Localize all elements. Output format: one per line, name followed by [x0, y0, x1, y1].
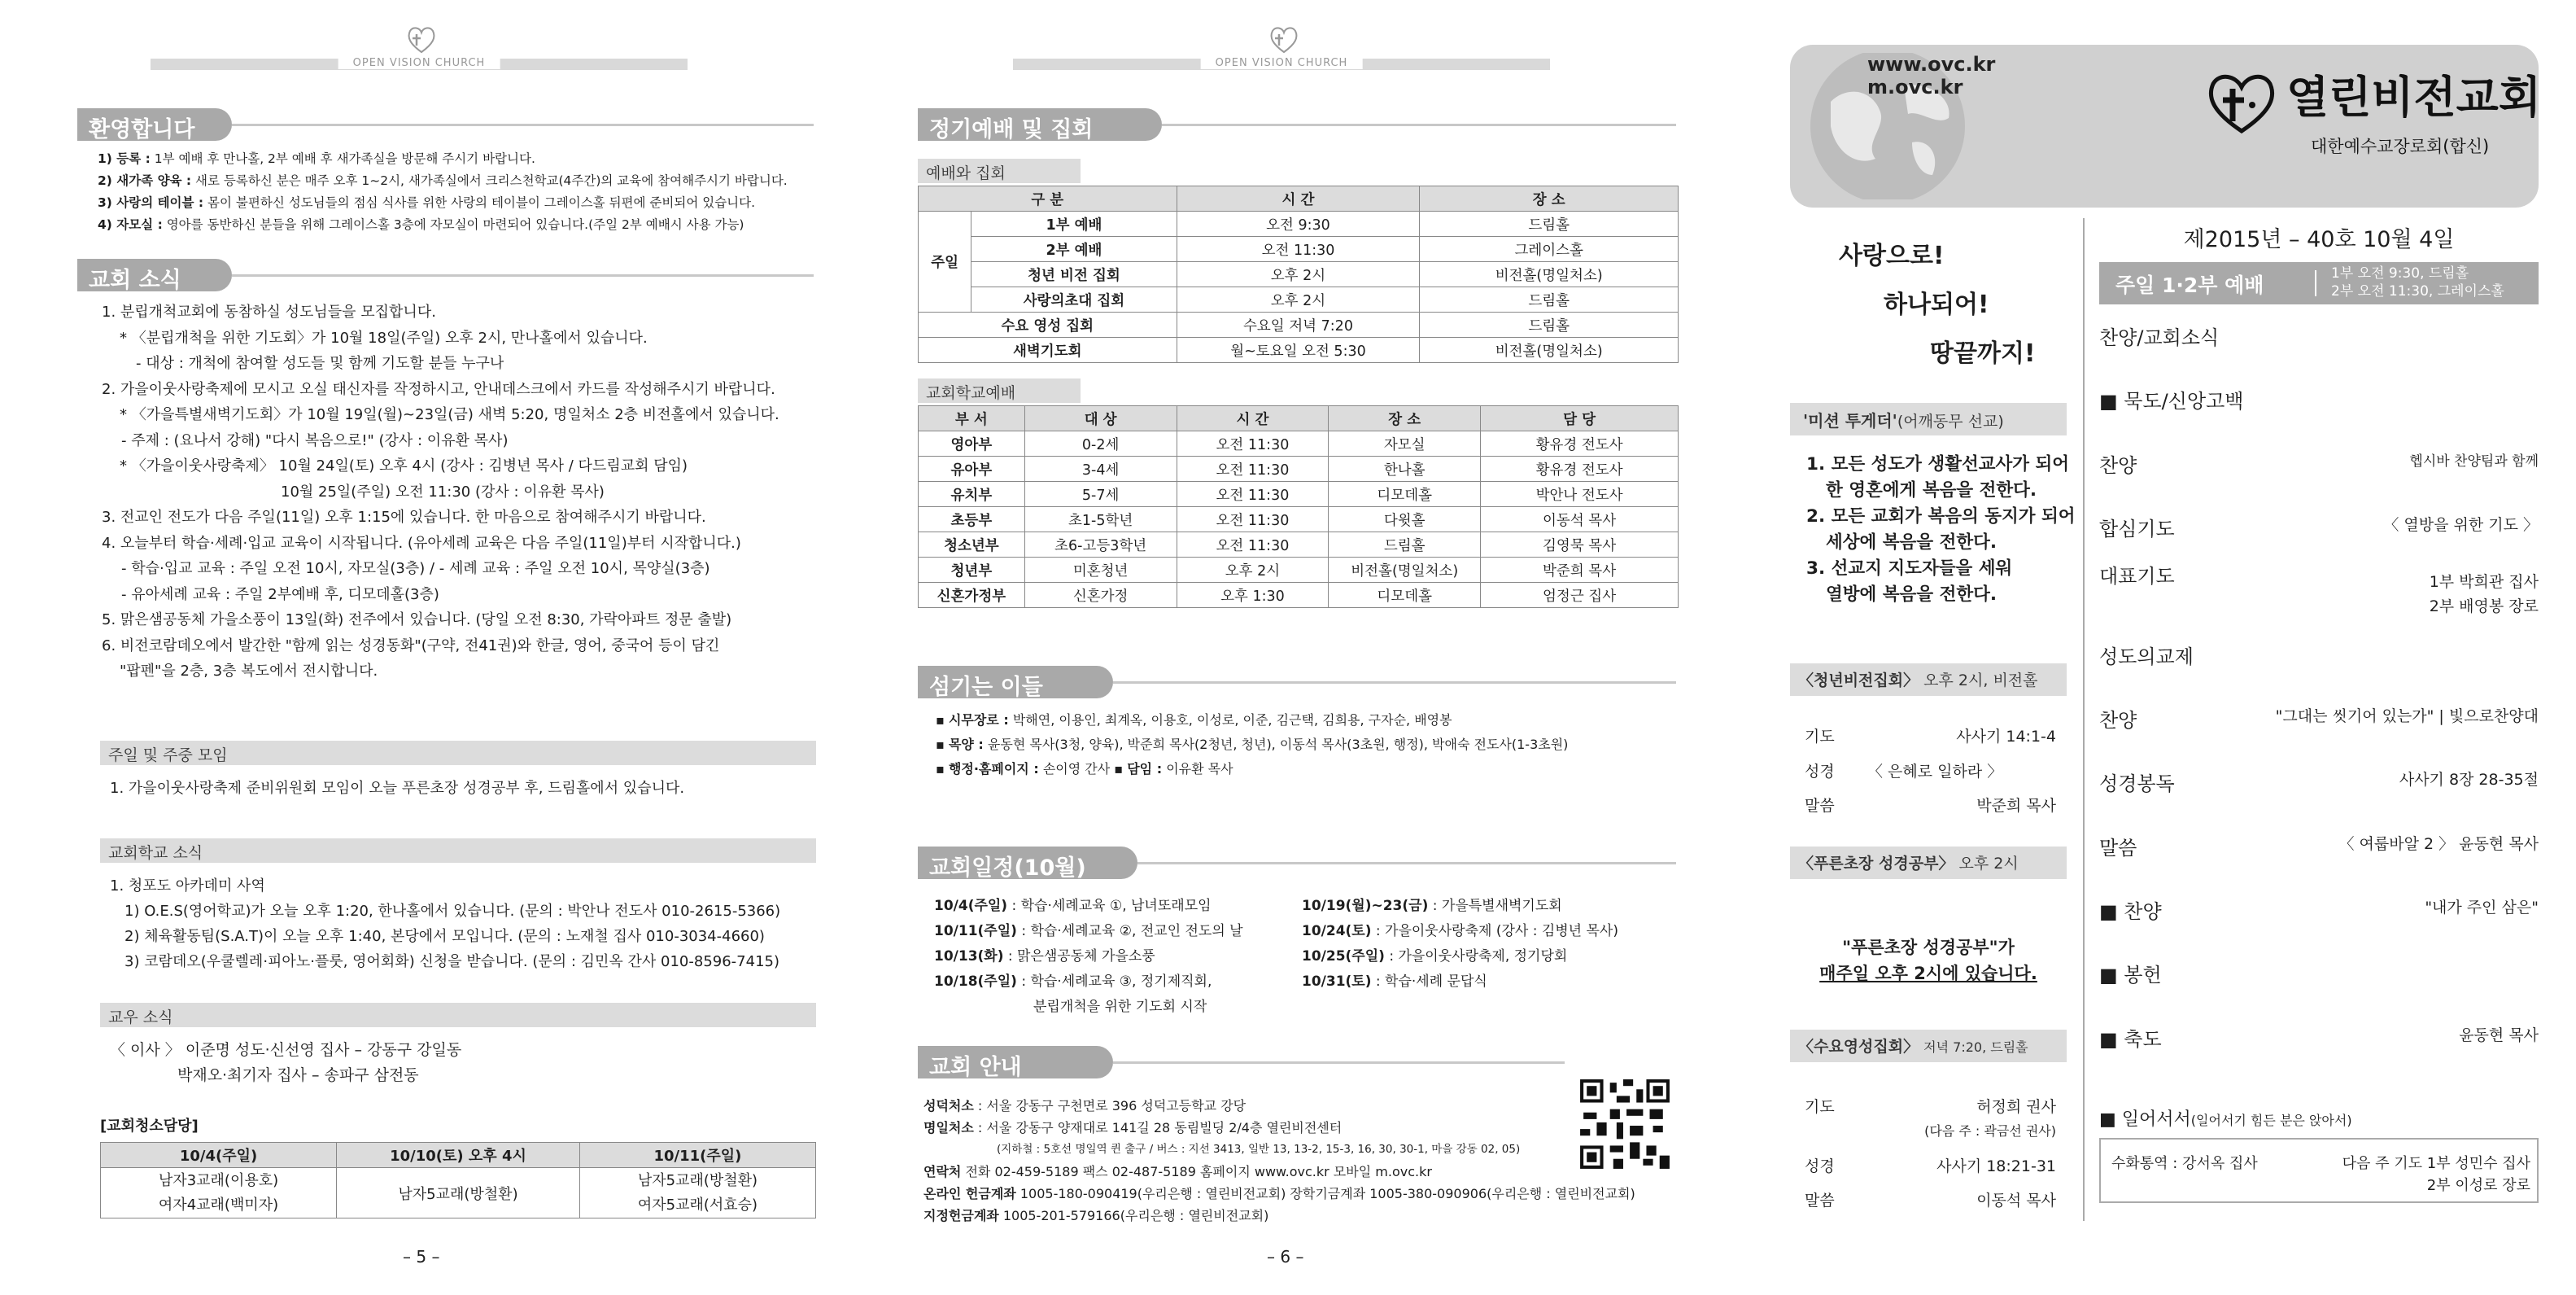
worship-row — [919, 237, 1679, 262]
welcome-item-key: 4) 자모실 : — [98, 217, 163, 232]
worship-cell: 오전 11:30 — [1177, 237, 1420, 262]
calendar-event: : 학습·세례교육 ③, 정기제직회, — [1016, 973, 1212, 990]
worship-title: 정기예배 및 집회 — [918, 108, 1162, 141]
school-cell: 초등부 — [919, 507, 1025, 532]
calendar-item-value: : 학습·세례 문답식 — [1371, 973, 1487, 990]
mission-tag-sub: (어깨동무 선교) — [1897, 413, 2004, 431]
calendar-event: : 학습·세례교육 ①, 남녀또래모임 — [1007, 898, 1212, 914]
welcome-item-value: 몸이 불편하신 성도님들의 점심 식사를 위한 사랑의 테이블이 그레이스홀 뒤편에 준비되어 있습니다. — [203, 195, 756, 210]
worship-cell: 드림홀 — [1420, 287, 1679, 313]
calendar-item-value: : 가을이웃사랑축제 (강사 : 김병년 목사) — [1371, 923, 1618, 939]
slogan-2: 하나되어! — [1884, 291, 1989, 319]
serve-key: 담임 : — [1127, 761, 1163, 777]
school-cell: 오전 11:30 — [1177, 457, 1329, 482]
calendar-event: : 학습·세례교육 ②, 전교인 전도의 날 — [1016, 923, 1243, 939]
school-cell: 유치부 — [919, 482, 1025, 507]
wed-tag-text: 〈수요영성집회〉 — [1798, 1038, 1919, 1056]
sunday-time-2: 2부 오전 11:30, 그레이스홀 — [2331, 283, 2504, 300]
clean-text: 남자3교래(이용호) — [158, 1171, 279, 1189]
order-value: 윤동현 목사 — [2459, 1026, 2539, 1044]
column-divider — [2083, 218, 2085, 1221]
school-cell: 미혼청년 — [1024, 558, 1177, 583]
school-row — [919, 507, 1679, 532]
school-head: 담 당 — [1481, 406, 1679, 431]
info-key: 지정헌금계좌 — [923, 1208, 999, 1223]
calendar-item-key: 10/19(월)~23(금) — [1302, 898, 1429, 914]
info-item — [923, 1117, 1635, 1139]
wed-value: 사사기 18:21-31 — [1936, 1157, 2056, 1175]
calendar-date: 10/11(주일) — [934, 923, 1017, 939]
news-item: 10월 25일(주일) 오전 11:30 (강사 : 이유환 목사) — [281, 483, 605, 501]
school-cell: 오후 1:30 — [1177, 583, 1329, 608]
school-cell: 자모실 — [1329, 431, 1481, 457]
school-cell: 디모데홀 — [1329, 583, 1481, 608]
order-label: ■ 묵도/신앙고백 — [2099, 390, 2244, 413]
school-cell: 청년부 — [919, 558, 1025, 583]
order-value: 〈 열방을 위한 기도 〉 — [2383, 516, 2539, 534]
news-item: 2. 가을이웃사랑축제에 모시고 오실 태신자를 작정하시고, 안내데스크에서 카드를 작성해주시기 바랍니다. — [102, 380, 775, 398]
school-row — [919, 431, 1679, 457]
calendar-item — [934, 995, 1243, 1020]
info-value: (지하철 : 5호선 명일역 퀸 출구 / 버스 : 지선 3413, 일반 13, 13-2, 15-3, 16, 30, 30-1, 마을 강동 02, 05) — [997, 1143, 1521, 1156]
cover-header — [1790, 45, 2539, 208]
worship-cell: 비전홀(명일처소) — [1420, 262, 1679, 287]
mission-item: 2. 모든 교회가 복음의 동지가 되어 — [1806, 506, 2076, 527]
welcome-item-value: 새로 등록하신 분은 매주 오후 1~2시, 새가족실에서 크리스천학교(4주간)의 교육에 참여해주시기 바랍니다. — [191, 173, 788, 188]
school-cell: 김영묵 목사 — [1481, 532, 1679, 558]
welcome-item — [98, 214, 788, 236]
news-item: - 대상 : 개척에 참여할 성도들 및 함께 기도할 분들 누구나 — [136, 355, 504, 372]
divider — [232, 274, 814, 277]
worship-row — [919, 287, 1679, 313]
church-logo-icon — [405, 23, 438, 55]
worship-row — [919, 313, 1679, 338]
clean-head-cell: 10/11(주일) — [579, 1143, 815, 1168]
serve-item — [936, 757, 1568, 781]
wed-label: 말씀 — [1805, 1192, 1835, 1210]
calendar-item-value: : 가을이웃사랑축제, 정기당회 — [1384, 948, 1568, 965]
calendar-item — [934, 919, 1243, 944]
member-line-2: 박재오·최기자 집사 – 송파구 삼전동 — [177, 1066, 419, 1084]
mission-item: 한 영혼에게 복음을 전한다. — [1826, 480, 2037, 501]
page-number: – 6 – — [1267, 1247, 1304, 1267]
serve-title: 섬기는 이들 — [918, 666, 1113, 698]
header-bar — [151, 59, 688, 70]
school-cell: 초6-고등3학년 — [1024, 532, 1177, 558]
worship-head: 장 소 — [1420, 186, 1679, 212]
divider — [1137, 862, 1676, 864]
order-value: "내가 주인 삼은" — [2425, 899, 2539, 917]
order-label: 찬양/교회소식 — [2099, 326, 2220, 349]
school-row — [919, 532, 1679, 558]
school-cell: 유아부 — [919, 457, 1025, 482]
serve-value: 손이영 간사 — [1038, 761, 1111, 777]
order-label: 찬양 — [2099, 454, 2137, 477]
school-cell: 영아부 — [919, 431, 1025, 457]
clean-title: [교회청소담당] — [100, 1118, 199, 1135]
worship-group: 주일 — [919, 212, 971, 313]
school-cell: 오전 11:30 — [1177, 507, 1329, 532]
news-item: - 유아세례 교육 : 주일 2부예배 후, 디모데홀(3층) — [121, 585, 439, 603]
school-item: 1) O.E.S(영어학교)가 오늘 오후 1:20, 한나홀에서 있습니다. (문의 : 박안나 전도사 010-2615-5366) — [124, 903, 781, 920]
school-cell: 황유경 전도사 — [1481, 431, 1679, 457]
tag-separator — [2315, 270, 2316, 296]
wed-value: 허정희 권사 — [1976, 1098, 2056, 1116]
serve-item — [936, 708, 1568, 733]
youth-time: 오후 2시, 비전홀 — [1923, 672, 2038, 689]
clean-table — [100, 1142, 816, 1218]
calendar-date: 10/18(주일) — [934, 973, 1017, 990]
divider — [1162, 124, 1676, 126]
info-item — [923, 1095, 1635, 1117]
info-list — [923, 1095, 1635, 1227]
school-head: 시 간 — [1177, 406, 1329, 431]
school-cell: 박준희 목사 — [1481, 558, 1679, 583]
wed-tag — [1790, 1030, 2067, 1062]
calendar-item — [934, 894, 1243, 919]
welcome-item-key: 1) 등록 : — [98, 151, 151, 166]
info-value: 1005-201-579166(우리은행 : 열린비전교회) — [998, 1208, 1269, 1223]
calendar-item-value: : 가을특별새벽기도회 — [1428, 898, 1562, 914]
info-title: 교회 안내 — [918, 1046, 1113, 1078]
news-item: 3. 전교인 전도가 다음 주일(11일) 오후 1:15에 있습니다. 한 마음으로 참여해주시기 바랍니다. — [102, 509, 706, 526]
order-label: ■ 축도 — [2099, 1028, 2162, 1051]
school-head: 장 소 — [1329, 406, 1481, 431]
info-item — [923, 1183, 1635, 1205]
bullet-icon: ▪ — [1114, 761, 1128, 777]
calendar-item — [934, 944, 1243, 969]
next-prayer-2: 2부 이성로 장로 — [2426, 1177, 2530, 1194]
clean-text: 여자5교래(서효승) — [637, 1196, 758, 1214]
school-item: 2) 체육활동팀(S.A.T)이 오늘 오후 1:40, 본당에서 모입니다. (문의 : 노재철 집사 010-3034-4660) — [124, 928, 765, 945]
interpreter: 수화통역 : 강서옥 집사 — [2111, 1155, 2258, 1172]
serve-value: 이유환 목사 — [1162, 761, 1233, 777]
order-label: ■ 봉헌 — [2099, 964, 2162, 987]
school-cell: 초1-5학년 — [1024, 507, 1177, 532]
divider — [1113, 681, 1676, 684]
school-row — [919, 457, 1679, 482]
worship-cell: 드림홀 — [1420, 212, 1679, 237]
calendar-item-key: 10/31(토) — [1302, 973, 1372, 990]
info-item — [923, 1205, 1635, 1227]
worship-cell: 오후 2시 — [1177, 262, 1420, 287]
worship-head: 구 분 — [919, 186, 1177, 212]
youth-tag — [1790, 663, 2067, 696]
order-label: 성도의교제 — [2099, 645, 2194, 668]
worship-cell: 새벽기도회 — [919, 338, 1177, 363]
wed-note: (다음 주 : 곽금선 권사) — [1924, 1123, 2056, 1139]
brand-text: OPEN VISION CHURCH — [338, 57, 500, 69]
mission-subtitle: 주일 및 주중 모임 — [100, 741, 816, 765]
info-value: 전화 02-459-5189 팩스 02-487-5189 홈페이지 www.ovc.kr 모바일 m.ovc.kr — [961, 1164, 1432, 1179]
news-item: - 학습·입교 교육 : 주일 오전 10시, 자모실(3층) / - 세례 교육 : 주일 오전 10시, 목양실(3층) — [121, 560, 710, 577]
school-cell: 신혼가정 — [1024, 583, 1177, 608]
wed-label: 기도 — [1805, 1098, 1835, 1116]
green-tag — [1790, 847, 2067, 879]
info-value: : 서울 강동구 양재대로 141길 28 동림빌딩 2/4층 열린비전센터 — [973, 1120, 1343, 1135]
calendar-item — [1302, 969, 1618, 995]
youth-label: 성경 — [1805, 763, 1835, 781]
school-row — [919, 482, 1679, 507]
green-tag-text: 〈푸른초장 성경공부〉 — [1798, 855, 1954, 873]
mission-text: 1. 가을이웃사랑축제 준비위원회 모임이 오늘 푸른초장 성경공부 후, 드림홀에서 있습니다. — [110, 780, 685, 797]
stand-note — [2099, 1105, 2352, 1131]
school-cell: 0-2세 — [1024, 431, 1177, 457]
stand-note-sub: (일어서기 힘든 분은 앉아서) — [2190, 1113, 2352, 1128]
divider — [1113, 1061, 1565, 1064]
news-item: 5. 맑은샘공동체 가을소풍이 13일(화) 전주에서 있습니다. (당일 오전 8:30, 가락아파트 정문 출발) — [102, 611, 732, 628]
wed-time: 저녁 7:20, 드림홀 — [1923, 1039, 2028, 1055]
welcome-item — [98, 192, 788, 214]
serve-value: 박해연, 이용인, 최계옥, 이용호, 이성로, 이준, 김근택, 김희용, 구자순, 배영봉 — [1008, 712, 1452, 728]
calendar-left — [934, 894, 1243, 1020]
order-label: 대표기도 — [2099, 565, 2175, 588]
welcome-item — [98, 170, 788, 192]
mission-item: 3. 선교지 지도자들을 세워 — [1806, 558, 2013, 579]
welcome-item-value: 1부 예배 후 만나홀, 2부 예배 후 새가족실을 방문해 주시기 바랍니다. — [150, 151, 535, 166]
wed-label: 성경 — [1805, 1157, 1835, 1175]
mission-item: 세상에 복음을 전한다. — [1826, 532, 1997, 553]
worship-cell: 오후 2시 — [1177, 287, 1420, 313]
worship-cell: 수요일 저녁 7:20 — [1177, 313, 1420, 338]
info-value: : 서울 강동구 구천면로 396 성덕고등학교 강당 — [973, 1098, 1247, 1113]
school-head: 부 서 — [919, 406, 1025, 431]
qr-code-icon — [1577, 1076, 1673, 1172]
school-worship-table — [918, 405, 1679, 608]
school-cell: 디모데홀 — [1329, 482, 1481, 507]
school-cell: 오후 2시 — [1177, 558, 1329, 583]
news-item: "팝펜"을 2층, 3층 복도에서 전시합니다. — [120, 663, 378, 680]
school-cell: 다윗홀 — [1329, 507, 1481, 532]
clean-cell: 남자5교래(방철환) — [337, 1168, 580, 1218]
welcome-title: 환영합니다 — [77, 108, 232, 141]
calendar-date: 10/13(화) — [934, 948, 1004, 965]
news-list — [102, 300, 779, 685]
info-key: 성덕처소 — [923, 1098, 974, 1113]
green-time: 오후 2시 — [1958, 855, 2019, 873]
mission-tag-text: '미션 투게더' — [1803, 411, 1897, 431]
school-head: 대 상 — [1024, 406, 1177, 431]
order-label: 말씀 — [2099, 837, 2137, 860]
news-title: 교회 소식 — [77, 259, 232, 291]
welcome-list — [98, 148, 788, 236]
welcome-item-key: 3) 사랑의 테이블 : — [98, 195, 204, 210]
school-subtitle: 교회학교 소식 — [100, 838, 816, 863]
youth-label: 말씀 — [1805, 797, 1835, 815]
calendar-title: 교회일정(10월) — [918, 847, 1137, 879]
news-item: * 〈가을특별새벽기도회〉가 10월 19일(월)~23일(금) 새벽 5:20, 명일처소 2층 비전홀에서 있습니다. — [120, 406, 779, 423]
sunday-time-1: 1부 오전 9:30, 드림홀 — [2331, 265, 2469, 282]
url-mobile: m.ovc.kr — [1867, 76, 1963, 98]
page-5 — [0, 0, 854, 1295]
clean-text: 남자5교래(방철환) — [637, 1171, 758, 1189]
info-key: 온라인 헌금계좌 — [923, 1186, 1016, 1201]
youth-value: 사사기 14:1-4 — [1956, 728, 2056, 746]
news-item: * 〈가을이웃사랑축제〉 10월 24일(토) 오후 4시 (강사 : 김병년 목사 / 다드림교회 담임) — [120, 457, 688, 475]
cover-page — [1733, 0, 2576, 1295]
school-item: 1. 청포도 아카데미 사역 — [110, 877, 265, 895]
clean-text: 여자4교래(백미자) — [158, 1196, 279, 1214]
school-cell: 오전 11:30 — [1177, 482, 1329, 507]
church-logo-icon — [2205, 69, 2278, 134]
page-number: – 5 – — [403, 1247, 440, 1267]
school-cell: 황유경 전도사 — [1481, 457, 1679, 482]
wed-value: 이동석 목사 — [1976, 1192, 2056, 1210]
calendar-item — [1302, 919, 1618, 944]
serve-key: 행정·홈페이지 : — [948, 761, 1039, 777]
serve-list — [936, 708, 1568, 781]
clean-head-cell: 10/4(주일) — [101, 1143, 337, 1168]
school-list — [110, 873, 780, 974]
member-line-1: 〈 이사 〉 이준명 성도·신선영 집사 – 강동구 강일동 — [110, 1041, 462, 1059]
issue-date: 제2015년 – 40호 10월 4일 — [2183, 227, 2455, 252]
order-value: 2부 배영봉 장로 — [2429, 597, 2539, 615]
order-value: 〈 여룹바알 2 〉 윤동현 목사 — [2338, 835, 2539, 853]
info-key: 명일처소 — [923, 1120, 974, 1135]
school-cell: 오전 11:30 — [1177, 431, 1329, 457]
serve-key: 시무장로 : — [948, 712, 1009, 728]
calendar-item-key: 10/24(토) — [1302, 923, 1372, 939]
worship-cell: 드림홀 — [1420, 313, 1679, 338]
brand-text: OPEN VISION CHURCH — [1201, 57, 1363, 69]
school-cell: 드림홀 — [1329, 532, 1481, 558]
calendar-event: : 맑은샘공동체 가을소풍 — [1003, 948, 1155, 965]
school-cell: 엄정근 집사 — [1481, 583, 1679, 608]
header-bar — [1013, 59, 1550, 70]
slogan-1: 사랑으로! — [1839, 242, 1945, 270]
order-label: 찬양 — [2099, 709, 2137, 732]
serve-value: 윤동현 목사(3청, 양육), 박준희 목사(2청년, 청년), 이동석 목사(3초원, 행정), 박애숙 전도사(1-3초원) — [983, 737, 1569, 752]
order-value: 헵시바 찬양팀과 함께 — [2409, 453, 2539, 470]
calendar-item-key: 10/25(주일) — [1302, 948, 1385, 965]
serve-item — [936, 733, 1568, 757]
green-note-1: "푸른초장 성경공부"가 — [1842, 938, 2015, 957]
worship-table — [918, 186, 1679, 363]
info-value: 1005-180-090419(우리은행 : 열린비전교회) 장학기금계좌 1005-380-090906(우리은행 : 열린비전교회) — [1015, 1186, 1635, 1201]
info-key: 연락처 — [923, 1164, 962, 1179]
school-cell: 비전홀(명일처소) — [1329, 558, 1481, 583]
green-note-2: 매주일 오후 2시에 있습니다. — [1819, 964, 2037, 983]
calendar-date: 10/4(주일) — [934, 898, 1008, 914]
bullet-icon: ▪ — [936, 712, 949, 728]
worship-cell: 사랑의초대 집회 — [971, 287, 1177, 313]
worship-cell: 2부 예배 — [971, 237, 1177, 262]
member-subtitle: 교우 소식 — [100, 1003, 816, 1027]
welcome-item — [98, 148, 788, 170]
order-value: 1부 박희관 집사 — [2429, 573, 2539, 591]
order-label: ■ 찬양 — [2099, 900, 2162, 923]
school-cell: 오전 11:30 — [1177, 532, 1329, 558]
bullet-icon: ▪ — [936, 761, 949, 777]
youth-tag-text: 〈청년비전집회〉 — [1798, 672, 1919, 689]
mission-tag — [1790, 403, 2067, 435]
school-cell: 청소년부 — [919, 532, 1025, 558]
news-item: 4. 오늘부터 학습·세례·입교 교육이 시작됩니다. (유아세례 교육은 다음 주일(11일)부터 시작합니다.) — [102, 534, 741, 552]
school-item: 3) 코람데오(우쿨렐레·피아노·플룻, 영어회화) 신청을 받습니다. (문의 : 김민옥 간사 010-8596-7415) — [124, 953, 779, 970]
mission-list — [1806, 452, 2076, 608]
youth-label: 기도 — [1805, 728, 1835, 746]
slogan-3: 땅끝까지! — [1930, 339, 2036, 368]
order-label: 합심기도 — [2099, 518, 2175, 540]
worship-head: 시 간 — [1177, 186, 1420, 212]
school-row — [919, 558, 1679, 583]
school-cell: 박안나 전도사 — [1481, 482, 1679, 507]
school-cell: 신혼가정부 — [919, 583, 1025, 608]
url-main: www.ovc.kr — [1867, 53, 1996, 76]
page-6 — [862, 0, 1717, 1295]
divider — [232, 124, 814, 126]
worship-cell: 1부 예배 — [971, 212, 1177, 237]
worship-row — [919, 338, 1679, 363]
clean-cell — [579, 1168, 815, 1218]
next-prayer-1: 다음 주 기도 1부 성민수 집사 — [2342, 1155, 2530, 1172]
sunday-tag — [2099, 262, 2539, 304]
worship-subtitle: 예배와 집회 — [918, 159, 1081, 183]
school-cell: 3-4세 — [1024, 457, 1177, 482]
order-value: "그대는 씻기어 있는가" | 빛으로찬양대 — [2275, 707, 2539, 725]
news-item: - 주제 : (요나서 강해) "다시 복음으로!" (강사 : 이유환 목사) — [121, 431, 509, 449]
worship-cell: 그레이스홀 — [1420, 237, 1679, 262]
worship-cell: 오전 9:30 — [1177, 212, 1420, 237]
worship-cell: 비전홀(명일처소) — [1420, 338, 1679, 363]
worship-row — [919, 262, 1679, 287]
news-item: 6. 비전코람데오에서 발간한 "함께 읽는 성경동화"(구약, 전41권)와 한글, 영어, 중국어 등이 담긴 — [102, 637, 720, 654]
worship-cell: 월~토요일 오전 5:30 — [1177, 338, 1420, 363]
stand-note-text: ■ 일어서서 — [2099, 1109, 2191, 1130]
school-cell: 한나홀 — [1329, 457, 1481, 482]
order-value: 사사기 8장 28-35절 — [2399, 771, 2539, 789]
school-row — [919, 583, 1679, 608]
youth-value: 박준희 목사 — [1976, 797, 2056, 815]
worship-cell: 수요 영성 집회 — [919, 313, 1177, 338]
welcome-item-key: 2) 새가족 양육 : — [98, 173, 192, 188]
mission-item: 1. 모든 성도가 생활선교사가 되어 — [1806, 454, 2070, 475]
calendar-right — [1302, 894, 1618, 995]
denomination: 대한예수교장로회(합신) — [2311, 137, 2490, 156]
welcome-item-value: 영아를 동반하신 분들을 위해 그레이스홀 3층에 자모실이 마련되어 있습니다.(주일 2부 예배시 사용 가능) — [162, 217, 744, 232]
clean-cell — [101, 1168, 337, 1218]
news-item: * 〈분립개척을 위한 기도회〉가 10월 18일(주일) 오후 2시, 만나홀에서 있습니다. — [120, 329, 648, 347]
church-logo-icon — [1268, 23, 1300, 55]
calendar-item — [1302, 944, 1618, 969]
info-item — [923, 1161, 1635, 1183]
calendar-event: 분립개척을 위한 기도회 시작 — [1033, 999, 1207, 1015]
school-cell: 이동석 목사 — [1481, 507, 1679, 532]
mission-item: 열방에 복음을 전한다. — [1826, 584, 1997, 605]
serve-key: 목양 : — [948, 737, 984, 752]
worship-cell: 청년 비전 집회 — [971, 262, 1177, 287]
school-worship-subtitle: 교회학교예배 — [918, 378, 1081, 403]
order-label: 성경봉독 — [2099, 772, 2175, 795]
calendar-item — [934, 969, 1243, 995]
clean-head-cell: 10/10(토) 오후 4시 — [337, 1143, 580, 1168]
sunday-tag-text: 주일 1·2부 예배 — [2115, 273, 2264, 297]
bullet-icon: ▪ — [936, 737, 949, 752]
church-name: 열린비전교회 — [2286, 72, 2541, 123]
youth-value: 〈 은혜로 일하라 〉 — [1867, 763, 2003, 781]
school-cell: 5-7세 — [1024, 482, 1177, 507]
worship-row — [919, 212, 1679, 237]
calendar-item — [1302, 894, 1618, 919]
news-item: 1. 분립개척교회에 동참하실 성도님들을 모집합니다. — [102, 304, 436, 321]
info-item — [923, 1139, 1635, 1161]
